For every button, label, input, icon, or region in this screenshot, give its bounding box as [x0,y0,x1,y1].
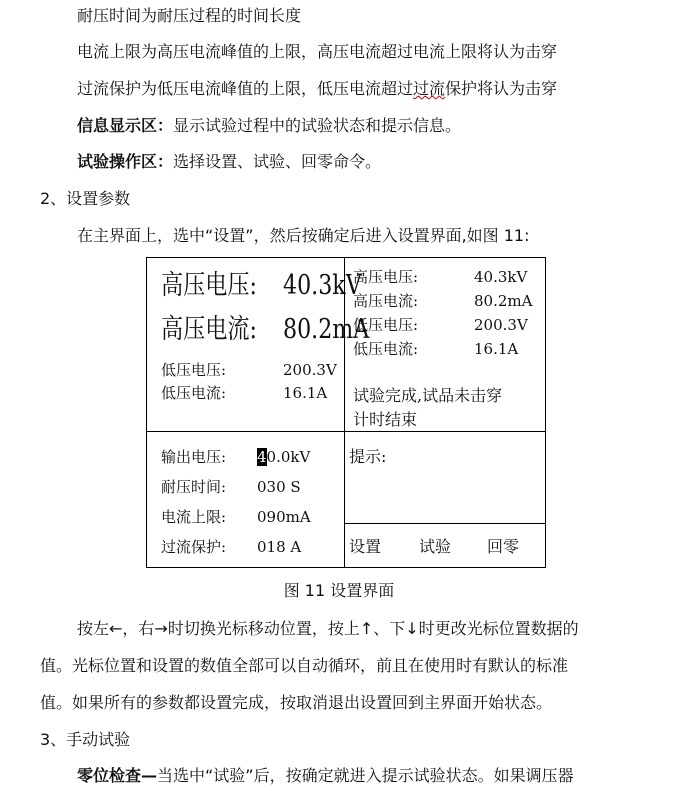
section-heading-3: 3、手动试验 [40,730,131,749]
section-heading-2: 2、设置参数 [40,189,131,208]
tr-lv-value: 200.3V [474,316,528,334]
zero-check-label: 零位检查— [77,766,158,785]
tr-hc-label: 高压电流: [353,292,419,310]
bl-time-value[interactable]: 030 S [257,478,301,496]
info-area-line [77,116,461,136]
zero-button[interactable]: 回零 [487,537,520,556]
tr-lc-value: 16.1A [474,340,519,358]
tl-lv-value: 200.3V [283,361,337,379]
tr-status-line1: 试验完成,试品未击穿 [353,386,503,405]
zero-check-line [77,766,574,786]
para-line-1: 按左←，右→时切换光标移动位置，按上↑、下↓时更改光标位置数据的 [77,619,579,638]
text-line-overcurrent [77,79,557,99]
text-segment-tail: 保护将认为击穿 [445,79,558,98]
divider-button-row [344,523,545,524]
br-hint-label: 提示: [349,447,387,466]
tr-status-line2: 计时结束 [353,410,418,429]
text-line-current-limit: 电流上限为高压电流峰值的上限，高压电流超过电流上限将认为击穿 [77,42,558,61]
tl-lc-value: 16.1A [283,384,328,402]
bl-time-label: 耐压时间: [161,478,227,496]
divider-vertical [344,258,345,567]
bl-cur-value[interactable]: 090mA [257,508,311,526]
text-segment: 过流保护为低压电流峰值的上限，低压电流超过 [77,79,414,98]
bl-oc-value[interactable]: 018 A [257,538,302,556]
op-area-line [77,152,381,172]
tl-hv-label: 高压电压: [161,270,258,301]
bl-out-value [257,448,310,466]
bl-out-label: 输出电压: [161,448,227,466]
tl-hc-value: 80.2mA [283,314,370,345]
op-area-label: 试验操作区： [77,152,174,171]
tr-hc-value: 80.2mA [474,292,533,310]
settings-screen-figure [146,257,546,568]
op-area-text: 选择设置、试验、回零命令。 [173,152,382,171]
section2-intro: 在主界面上，选中“设置”，然后按确定后进入设置界面,如图 11: [77,226,530,245]
tr-lv-label: 低压电压: [353,316,419,334]
edit-cursor[interactable]: 4 [257,448,267,466]
para-line-3: 值。如果所有的参数都设置完成，按取消退出设置回到主界面开始状态。 [40,693,553,712]
bl-out-rest: 0.0kV [266,448,311,466]
info-area-text: 显示试验过程中的试验状态和提示信息。 [173,116,462,135]
tl-lc-label: 低压电流: [161,384,227,402]
tl-hc-label: 高压电流: [161,314,258,345]
set-button[interactable]: 设置 [349,537,382,556]
text-line-withstand-time: 耐压时间为耐压过程的时间长度 [77,6,302,25]
zero-check-text: 当选中“试验”后，按确定就进入提示试验状态。如果调压器 [157,766,574,785]
tr-hv-value: 40.3kV [474,268,528,286]
divider-horizontal [147,431,545,432]
bl-oc-label: 过流保护: [161,538,227,556]
para-line-2: 值。光标位置和设置的数值全部可以自动循环，前且在使用时有默认的标准 [40,656,569,675]
tl-hv-value: 40.3kV [283,270,362,301]
info-area-label: 信息显示区： [77,116,174,135]
test-button[interactable]: 试验 [419,537,452,556]
tl-lv-label: 低压电压: [161,361,227,379]
text-wavy-segment: 过流 [413,79,446,98]
tr-hv-label: 高压电压: [353,268,419,286]
tr-lc-label: 低压电流: [353,340,419,358]
bl-cur-label: 电流上限: [161,508,227,526]
figure-caption: 图 11 设置界面 [283,581,395,600]
